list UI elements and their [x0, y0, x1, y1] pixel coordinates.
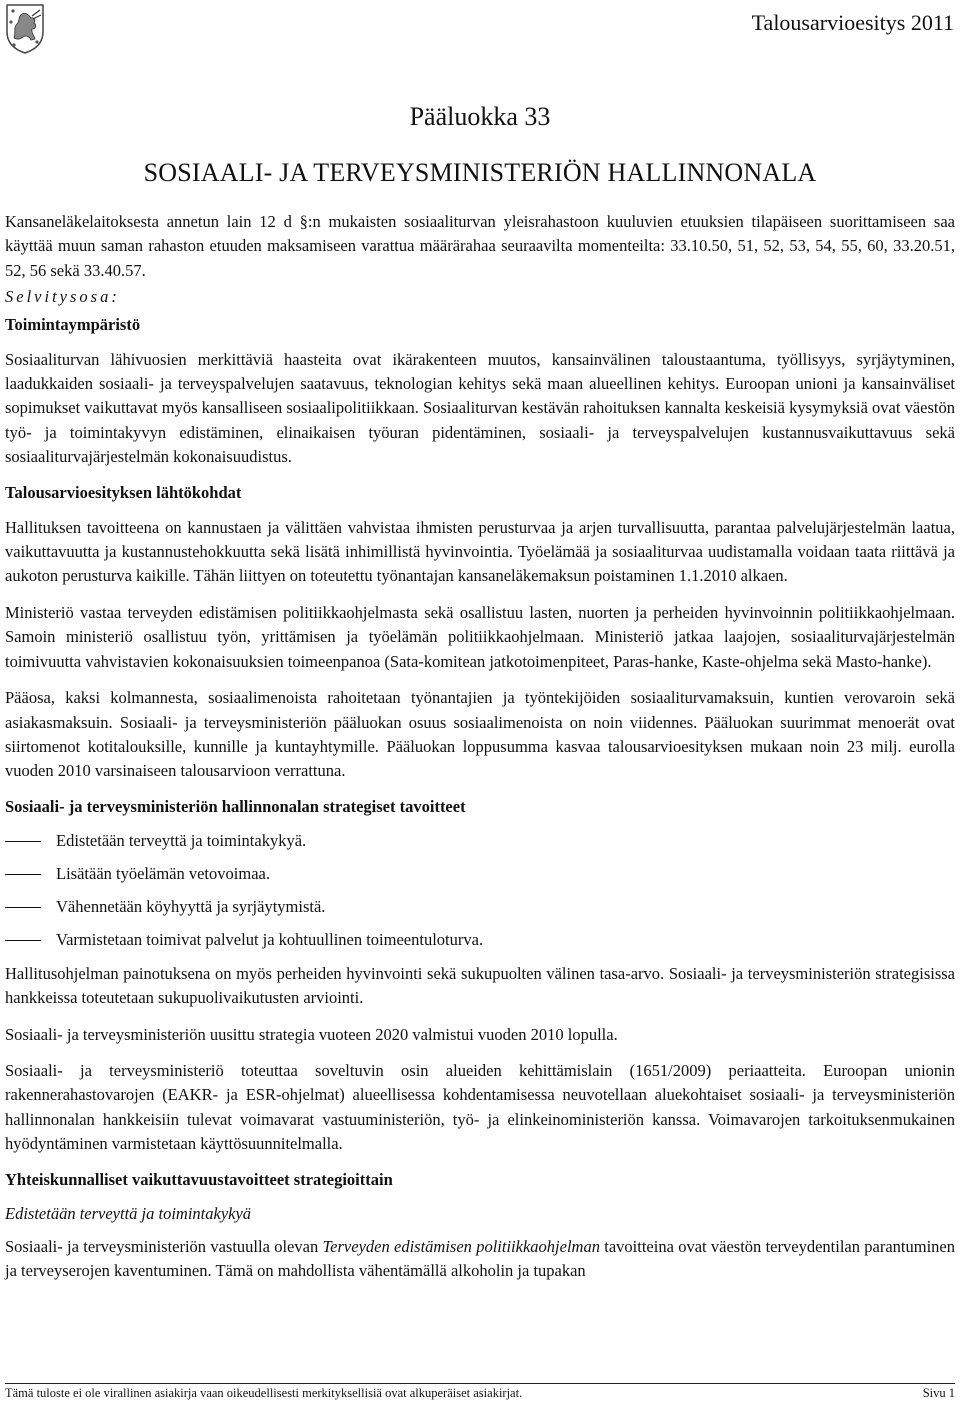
document-title: Talousarvioesitys 2011 [751, 10, 954, 35]
dash-bullet [5, 907, 41, 918]
section-heading-lahtokohdat: Talousarvioesityksen lähtökohdat [5, 482, 242, 502]
subheading-edistetaan: Edistetään terveyttä ja toimintakykyä [5, 1203, 252, 1223]
footer-divider [5, 1383, 955, 1384]
intro-paragraph: Kansaneläkelaitoksesta annetun lain 12 d §:n mukaisten sosiaaliturvan yleisrahastoon kuuluvien etuuksien tilapäiseen suorittamiseen saa käyttää muun saman rahaston etuuden maksamiseen varattua määrärahaa seuraavilta momenteilta: 33.10.50, 51, 52, 53, 54, 55, 60, 33.20.51, 52, 56 sekä 33.40.57. [5, 212, 955, 280]
dash-bullet [5, 874, 41, 885]
section-heading-strategiset: Sosiaali- ja terveysministeriön hallinnonalan strategiset tavoitteet [5, 796, 466, 816]
paragraph-lahtokohdat-3: Pääosa, kaksi kolmannesta, sosiaalimenoista rahoitetaan työnantajien ja työntekijöiden sosiaaliturvamaksuin, kuntien verovaroin sekä asiakasmaksuin. Sosiaali- ja terveysministeriön pääluokan osuus sosiaalimenoista on noin viidennes. Pääluokan suurimmat menoerät ovat siirtomenot kotitalouksille, kunnille ja kuntayhtymille. Pääluokan loppusumma kasvaa talousarvioesityksen mukaan noin 23 milj. eurolla vuoden 2010 varsinaiseen talousarvioon verrattuna. [5, 688, 955, 781]
list-item: Varmistetaan toimivat palvelut ja kohtuullinen toimeentuloturva. [5, 929, 955, 951]
paragraph-yhteiskunnalliset: Sosiaali- ja terveysministeriön vastuulla olevan Terveyden edistämisen politiikkaohjelman tavoitteina ovat väestön terveydentilan parantuminen ja terveyserojen kaventuminen. Tämä on mahdollista vähentämällä alkoholin ja tupakan [5, 1236, 955, 1280]
paragraph-toimintaymparisto: Sosiaaliturvan lähivuosien merkittäviä haasteita ovat ikärakenteen muutos, kansainvälinen taloustaantuma, työllisyys, syrjäytyminen, laadukkaiden sosiaali- ja terveyspalvelujen saatavuus, teknologian kehitys sekä maan alueellinen kehitys. Euroopan unioni ja kansainväliset sopimukset vaikuttavat myös kansalliseen sosiaalipolitiikkaan. Sosiaaliturvan kestävän rahoituksen kannalta keskeisiä kysymyksiä ovat väestön työ- ja toimintakyvyn edistäminen, elinaikaisen työuran pidentäminen, sosiaali- ja terveyspalvelujen kustannusvaikuttavuus sekä sosiaaliturvajärjestelmän kokonaisuudistus. [5, 349, 955, 467]
paragraph-lahtokohdat-2: Ministeriö vastaa terveyden edistämisen politiikkaohjelmasta sekä osallistuu lasten, nuorten ja perheiden hyvinvoinnin politiikkaohjelmaan. Samoin ministeriö osallistuu työn, yrittämisen ja työelämän politiikkaohjelmaan. Ministeriö jatkaa laajojen, sosiaaliturvajärjestelmän toimivuutta vahvistavien kokonaisuuksien toimeenpanoa (Sata-komitean jatkotoimenpiteet, Paras-hanke, Kaste-ohjelma sekä Masto-hanke). [5, 602, 955, 671]
dash-bullet [5, 841, 41, 852]
page-number: Sivu 1 [922, 1386, 955, 1400]
list-item: Lisätään työelämän vetovoimaa. [5, 863, 955, 885]
paragraph-strategiset-3: Sosiaali- ja terveysministeriö toteuttaa soveltuvin osin alueiden kehittämislain (1651/2009) periaatteita. Euroopan unionin rakennerahastovarojen (EAKR- ja ESR-ohjelmat) alueellisessa kohdentamisessa neuvotellaan aluekohtaiset sosiaali- ja terveysministeriön hallinnonalan hankkeisiin tulevat voimavarat vastuuministeriön, työ- ja elinkeinoministeriön kanssa. Voimavarojen tarkoituksenmukainen hyödyntäminen varmistetaan käyttösuunnitelmalla. [5, 1060, 955, 1154]
selvitysosa-label: Selvitysosa: [5, 287, 120, 307]
paragraph-lahtokohdat-1: Hallituksen tavoitteena on kannustaen ja välittäen vahvistaa ihmisten perusturvaa ja arjen turvallisuutta, parantaa palvelujärjestelmän laatua, vaikuttavuutta ja kustannustehokkuutta sekä lisätä inhimillistä hyvinvointia. Työelämää ja sosiaaliturvaa uudistamalla voidaan taata riittävä ja aukoton perusturva kaikille. Tähän liittyen on toteutettu työnantajan kansaneläkemaksun poistaminen 1.1.2010 alkaen. [5, 517, 955, 586]
dash-bullet [5, 940, 41, 951]
section-heading-toimintaymparisto: Toimintaympäristö [5, 314, 141, 334]
strategic-goals-list [5, 830, 955, 951]
footer-disclaimer: Tämä tuloste ei ole virallinen asiakirja vaan oikeudellisesti merkityksellisiä ovat alkuperäiset asiakirjat. [5, 1386, 523, 1400]
list-item: Vähennetään köyhyyttä ja syrjäytymistä. [5, 896, 955, 918]
main-content [5, 102, 955, 1291]
main-title: Pääluokka 33 [409, 102, 551, 131]
ministry-title: SOSIAALI- JA TERVEYSMINISTERIÖN HALLINNONALA [143, 158, 817, 187]
paragraph-strategiset-2: Sosiaali- ja terveysministeriön uusittu strategia vuoteen 2020 valmistui vuoden 2010 lopulla. [5, 1024, 618, 1044]
footer [5, 1386, 955, 1401]
list-item: Edistetään terveyttä ja toimintakykyä. [5, 830, 955, 852]
paragraph-strategiset-1: Hallitusohjelman painotuksena on myös perheiden hyvinvointi sekä sukupuolten välinen tasa-arvo. Sosiaali- ja terveysministeriön strategisissa hankkeissa toteutetaan sukupuolivaikutusten arviointi. [5, 963, 955, 1008]
section-heading-yhteiskunnalliset: Yhteiskunnalliset vaikuttavuustavoitteet strategioittain [5, 1169, 393, 1189]
finnish-coat-of-arms-lion-icon [4, 2, 46, 54]
